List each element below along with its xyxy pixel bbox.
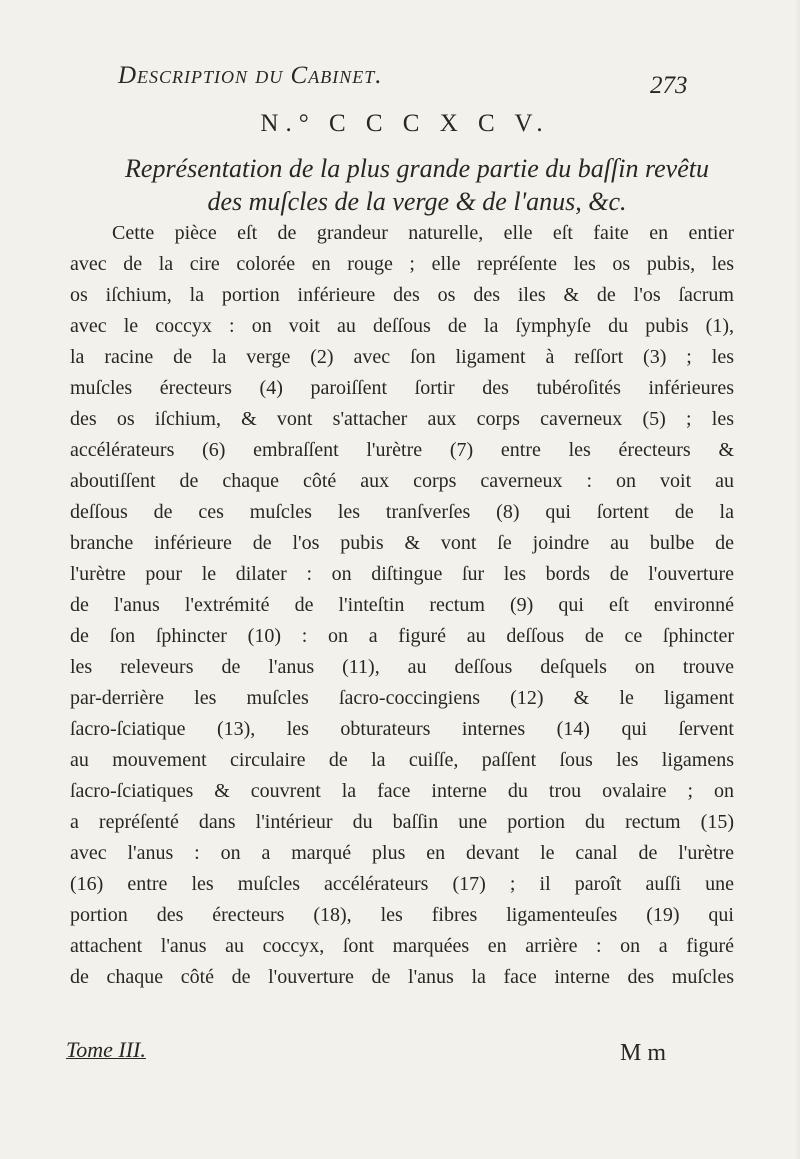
article-title-line: Représentation de la plus grande partie du baſſin revêtu (125, 154, 709, 183)
body-line: aboutiſſent de chaque côté aux corps caverneux : on voit au (70, 470, 734, 492)
body-line: avec le coccyx : on voit au deſſous de la ſymphyſe du pubis (1), (70, 315, 734, 337)
body-line: les releveurs de l'anus (11), au deſſous deſquels on trouve (70, 656, 734, 678)
body-line: attachent l'anus au coccyx, ſont marquées en arrière : on a figuré (70, 935, 734, 957)
body-line: au mouvement circulaire de la cuiſſe, paſſent ſous les ligamens (70, 749, 734, 771)
body-line: ſacro-ſciatique (13), les obturateurs internes (14) qui ſervent (70, 718, 734, 740)
body-line: accélérateurs (6) embraſſent l'urètre (7) entre les érecteurs & (70, 439, 734, 461)
body-paragraph (70, 218, 734, 993)
body-line: os iſchium, la portion inférieure des os des iles & de l'os ſacrum (70, 284, 734, 306)
body-line: avec l'anus : on a marqué plus en devant le canal de l'urètre (70, 842, 734, 864)
body-line: de l'anus l'extrémité de l'inteſtin rectum (9) qui eſt environné (70, 594, 734, 616)
article-number: N.° C C C X C V. (260, 110, 550, 137)
body-line: Cette pièce eſt de grandeur naturelle, elle eſt faite en entier (112, 222, 734, 244)
body-line: ſacro-ſciatiques & couvrent la face interne du trou ovalaire ; on (70, 780, 734, 802)
body-line: deſſous de ces muſcles les tranſverſes (8) qui ſortent de la (70, 501, 734, 523)
body-line: a repréſenté dans l'intérieur du baſſin une portion du rectum (15) (70, 811, 734, 833)
body-line: de chaque côté de l'ouverture de l'anus la face interne des muſcles (70, 966, 734, 988)
body-line: muſcles érecteurs (4) paroiſſent ſortir des tubéroſités inférieures (70, 377, 734, 399)
running-title: Description du Cabinet. (118, 62, 383, 89)
signature-mark: M m (620, 1040, 667, 1066)
body-line: par-derrière les muſcles ſacro-coccingiens (12) & le ligament (70, 687, 734, 709)
body-line: de ſon ſphincter (10) : on a figuré au deſſous de ce ſphincter (70, 625, 734, 647)
body-line: la racine de la verge (2) avec ſon ligament à reſſort (3) ; les (70, 346, 734, 368)
body-line: portion des érecteurs (18), les fibres ligamenteuſes (19) qui (70, 904, 734, 926)
article-title (96, 152, 738, 218)
volume-label: Tome III. (66, 1037, 146, 1062)
page-edge-shadow (794, 0, 800, 1159)
body-line: avec de la cire colorée en rouge ; elle repréſente les os pubis, les (70, 253, 734, 275)
body-line: l'urètre pour le dilater : on diſtingue ſur les bords de l'ouverture (70, 563, 734, 585)
article-title-line: des muſcles de la verge & de l'anus, &c. (207, 187, 627, 216)
body-line: (16) entre les muſcles accélérateurs (17) ; il paroît auſſi une (70, 873, 734, 895)
page-number: 273 (650, 72, 688, 99)
body-line: des os iſchium, & vont s'attacher aux corps caverneux (5) ; les (70, 408, 734, 430)
body-line: branche inférieure de l'os pubis & vont ſe joindre au bulbe de (70, 532, 734, 554)
